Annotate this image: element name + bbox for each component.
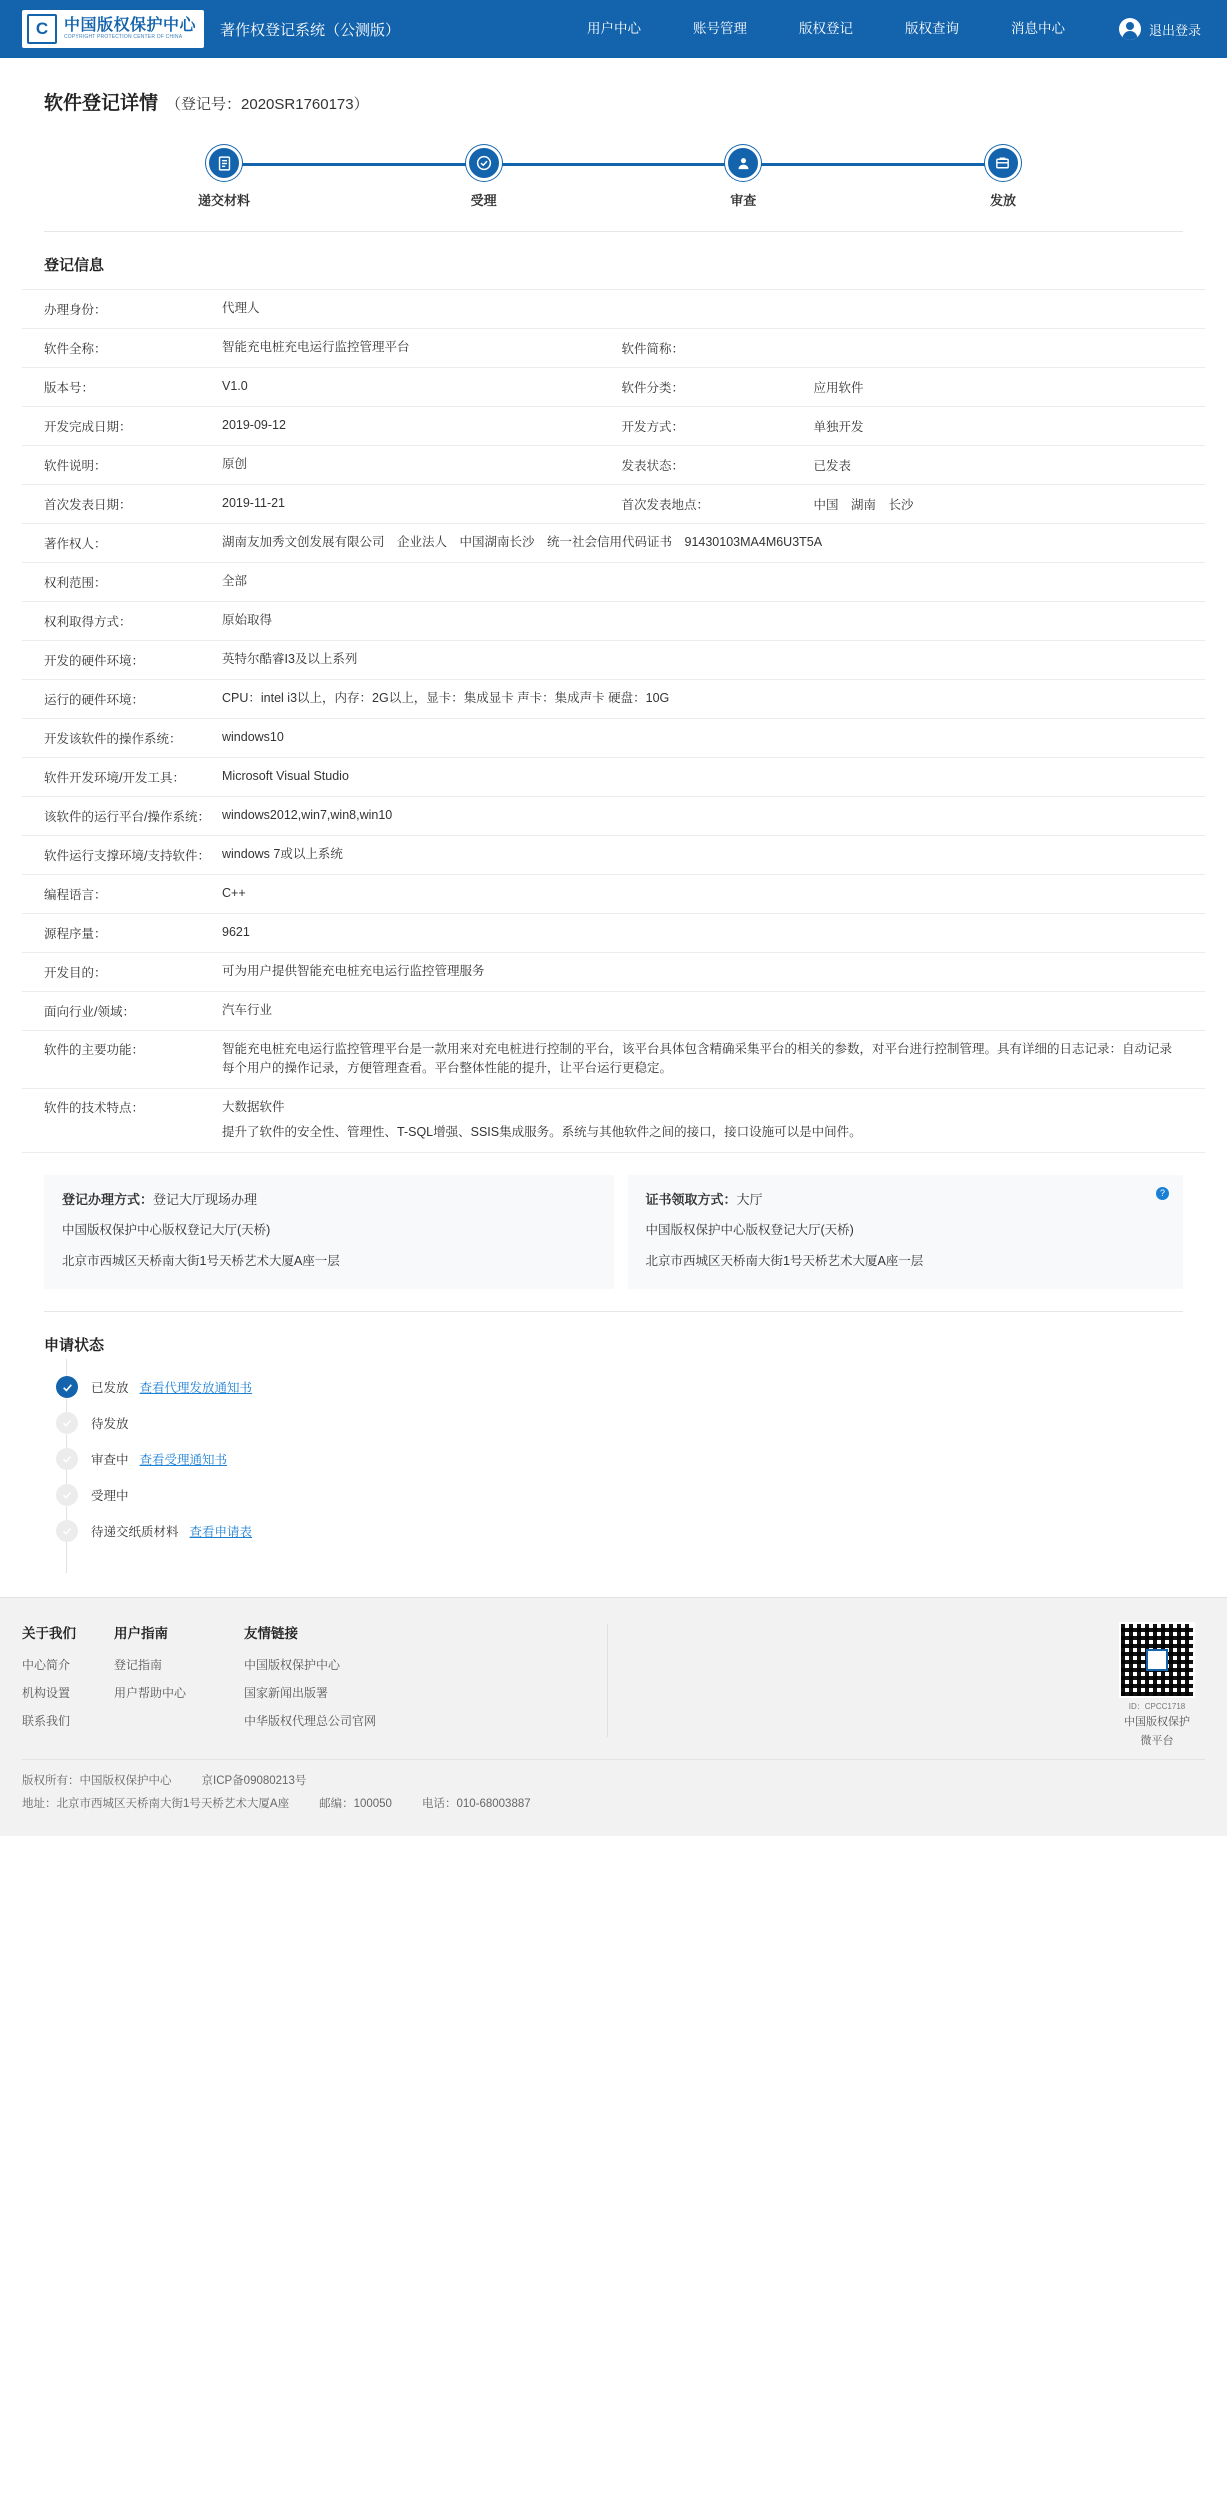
- list-item: [22, 1477, 1205, 1513]
- table-row: [22, 446, 1205, 485]
- row-value: 智能充电桩充电运行监控管理平台: [222, 340, 410, 355]
- step-label: 审查: [730, 193, 757, 208]
- view-issue-notice-link[interactable]: 查看代理发放通知书: [139, 1381, 253, 1395]
- help-icon[interactable]: ?: [1156, 1187, 1169, 1200]
- pending-dot-icon: [56, 1484, 78, 1506]
- footer-link-nppa[interactable]: 国家新闻出版署: [244, 1686, 329, 1700]
- row-label: 权利取得方式：: [44, 615, 132, 629]
- step-label: 受理: [470, 193, 497, 208]
- row-value: 汽车行业: [222, 1003, 273, 1018]
- table-row: [22, 602, 1205, 641]
- row-value: CPU：intel i3以上，内存：2G以上，显卡：集成显卡 声卡：集成声卡 硬盘：10G: [222, 691, 670, 706]
- qr-caption-line-2: 微平台: [1140, 1734, 1174, 1747]
- row-label: 软件全称：: [44, 342, 107, 356]
- page-title-row: [22, 58, 1205, 133]
- panel-title-value: 登记大厅现场办理: [153, 1191, 258, 1207]
- panel-title-label: 登记办理方式：: [62, 1191, 154, 1207]
- row-label: 软件分类：: [621, 381, 685, 395]
- site-logo[interactable]: [22, 10, 204, 48]
- row-value: [810, 329, 1206, 367]
- row-label: 发表状态：: [621, 459, 685, 473]
- table-row: [22, 953, 1205, 992]
- pending-dot-icon: [56, 1412, 78, 1434]
- legal-address-row: [22, 1795, 1205, 1811]
- panel-line-1: 中国版权保护中心版权登记大厅(天桥): [62, 1222, 271, 1237]
- logo-text-cn: 中国版权保护中心: [64, 16, 197, 34]
- row-label: 办理身份：: [44, 303, 107, 317]
- row-label: 首次发表地点：: [621, 498, 710, 512]
- row-label: 软件的技术特点：: [44, 1100, 145, 1115]
- registration-section-title: 登记信息: [44, 257, 105, 274]
- row-label: 著作权人：: [44, 537, 107, 551]
- table-row: [22, 797, 1205, 836]
- site-footer: [0, 1597, 1227, 1836]
- step-accepted[interactable]: [424, 145, 544, 209]
- table-row: [22, 329, 1205, 368]
- row-label: 运行的硬件环境：: [44, 693, 145, 707]
- list-item: [22, 1441, 1205, 1477]
- table-row: [22, 290, 1205, 329]
- list-item: [22, 1513, 1205, 1549]
- row-label: 软件简称：: [621, 342, 685, 356]
- row-label: 源程序量：: [44, 927, 107, 941]
- footer-link-org-structure[interactable]: 机构设置: [22, 1686, 71, 1700]
- footer-col-title: 友情链接: [244, 1626, 298, 1641]
- apply-status-title: 申请状态: [44, 1337, 105, 1354]
- row-value: C++: [222, 886, 246, 901]
- row-value: 9621: [222, 925, 250, 940]
- step-issue[interactable]: [943, 145, 1063, 209]
- footer-link-cpcc[interactable]: 中国版权保护中心: [244, 1658, 341, 1672]
- registration-method-panel: [44, 1175, 614, 1290]
- page-body: [0, 58, 1227, 1836]
- footer-divider: [607, 1624, 608, 1737]
- footer-columns: [22, 1622, 1205, 1749]
- qr-code-icon: [1119, 1622, 1195, 1698]
- row-value: 代理人: [222, 301, 260, 316]
- main-nav: [561, 0, 1205, 58]
- logo-text-en: COPYRIGHT PROTECTION CENTER OF CHINA: [64, 34, 183, 41]
- row-value: windows2012,win7,win8,win10: [222, 808, 393, 823]
- registration-info-table: [22, 289, 1205, 1153]
- certificate-pickup-panel: [614, 1175, 1184, 1290]
- row-value: 2019-11-21: [222, 496, 286, 511]
- table-row: [22, 758, 1205, 797]
- address-label: 地址：: [22, 1798, 57, 1810]
- row-value-line-2: 提升了软件的安全性、管理性、T-SQL增强、SSIS集成服务。系统与其他软件之间的接口，接口设施可以是中间件。: [222, 1125, 862, 1140]
- row-label: 软件说明：: [44, 459, 107, 473]
- table-row: [22, 563, 1205, 602]
- row-label: 开发完成日期：: [44, 420, 132, 434]
- row-value: 中国 湖南 长沙: [813, 498, 914, 512]
- apply-status-timeline: [22, 1359, 1205, 1573]
- row-value: 已发表: [813, 459, 852, 473]
- table-row: [22, 1031, 1205, 1089]
- panel-line-2: 北京市西城区天桥南大街1号天桥艺术大厦A座一层: [645, 1254, 924, 1269]
- row-value: 英特尔酷睿I3及以上系列: [222, 652, 358, 667]
- table-row: [22, 524, 1205, 563]
- table-row: [22, 680, 1205, 719]
- row-value: V1.0: [222, 379, 248, 394]
- footer-link-help-center[interactable]: 用户帮助中心: [114, 1686, 187, 1700]
- row-label: 软件运行支撑环境/支持软件：: [44, 849, 210, 863]
- logo-mark-icon: C: [27, 14, 57, 44]
- detail-card: [22, 58, 1205, 1573]
- footer-col-about: [22, 1622, 114, 1749]
- zip-value: 100050: [353, 1798, 392, 1810]
- top-navigation-bar: [0, 0, 1227, 58]
- row-label: 首次发表日期：: [44, 498, 132, 512]
- footer-col-links: [244, 1622, 484, 1749]
- panel-line-2: 北京市西城区天桥南大街1号天桥艺术大厦A座一层: [62, 1254, 340, 1269]
- zip-label: 邮编：: [319, 1798, 354, 1810]
- step-label: 递交材料: [197, 193, 250, 208]
- table-row: [22, 992, 1205, 1031]
- copyright-value: 中国版权保护中心: [79, 1775, 172, 1787]
- tel-value: 010-68003887: [456, 1798, 531, 1810]
- status-label: 待递交纸质材料: [91, 1525, 179, 1539]
- footer-link-contact-us[interactable]: 联系我们: [22, 1714, 71, 1728]
- table-row: [22, 641, 1205, 680]
- table-row: [22, 914, 1205, 953]
- table-row: [22, 407, 1205, 446]
- row-value: 原始取得: [222, 613, 273, 628]
- row-value: 原创: [222, 457, 248, 472]
- qr-code-id: ID：CPCC1718: [1128, 1702, 1186, 1711]
- footer-link-center-intro[interactable]: 中心简介: [22, 1658, 71, 1672]
- qr-code-area: [1119, 1622, 1205, 1749]
- page-title: 软件登记详情: [44, 93, 159, 114]
- table-row: [22, 719, 1205, 758]
- document-icon: [206, 145, 242, 181]
- footer-col-guide: [114, 1622, 244, 1749]
- copyright-label: 版权所有：: [22, 1775, 80, 1787]
- row-label: 软件的主要功能：: [44, 1043, 145, 1057]
- user-area: [1119, 18, 1201, 40]
- row-label: 软件开发环境/开发工具：: [44, 771, 185, 785]
- row-value: 全部: [222, 574, 248, 589]
- status-label: 待发放: [91, 1417, 129, 1431]
- legal-copyright-row: [22, 1772, 1205, 1788]
- page-subtitle: （登记号：2020SR1760173）: [166, 96, 369, 113]
- check-circle-icon: [466, 145, 502, 181]
- footer-link-register-guide[interactable]: 登记指南: [114, 1658, 163, 1672]
- certificate-icon: [985, 145, 1021, 181]
- panel-line-1: 中国版权保护中心版权登记大厅(天桥): [645, 1222, 854, 1237]
- status-label: 审查中: [91, 1453, 129, 1467]
- row-label: 权利范围：: [44, 576, 107, 590]
- tel-label: 电话：: [421, 1798, 457, 1810]
- table-row: [22, 1089, 1205, 1153]
- panel-title-value: 大厅: [736, 1191, 763, 1207]
- row-value: 应用软件: [813, 381, 864, 395]
- row-value: 湖南友加秀文创发展有限公司 企业法人 中国湖南长沙 统一社会信用代码证书 91430103MA4M6U3T5A: [222, 535, 823, 550]
- row-label: 编程语言：: [44, 888, 107, 902]
- step-label: 发放: [989, 193, 1016, 208]
- footer-col-title: 用户指南: [114, 1626, 168, 1641]
- status-label: 受理中: [91, 1489, 129, 1503]
- check-icon: [56, 1376, 78, 1398]
- row-label: 开发方式：: [621, 420, 685, 434]
- nav-item-account-manage[interactable]: 账号管理: [692, 21, 747, 36]
- progress-stepper: [44, 139, 1183, 223]
- row-label: 开发的硬件环境：: [44, 654, 145, 668]
- row-label: 版本号：: [44, 381, 95, 395]
- footer-legal: [22, 1759, 1205, 1836]
- view-acceptance-notice-link[interactable]: 查看受理通知书: [139, 1453, 228, 1467]
- pending-dot-icon: [56, 1520, 78, 1542]
- row-value: windows 7或以上系统: [222, 847, 343, 862]
- footer-col-title: 关于我们: [22, 1626, 76, 1641]
- list-item: [22, 1369, 1205, 1405]
- person-icon: [725, 145, 761, 181]
- row-label: 面向行业/领域：: [44, 1005, 135, 1019]
- address-value: 北京市西城区天桥南大街1号天桥艺术大厦A座: [56, 1798, 290, 1810]
- footer-link-cpcc-agency[interactable]: 中华版权代理总公司官网: [244, 1714, 377, 1728]
- row-value: 智能充电桩充电运行监控管理平台是一款用来对充电桩进行控制的平台，该平台具体包含精确采集平台的相关的参数，对平台进行控制管理。具有详细的日志记录：自动记录每个用户的操作记录，方便管理查看。平台整体性能的提升，让平台运行更稳定。: [222, 1042, 1173, 1076]
- avatar: [1119, 18, 1141, 40]
- row-value: Microsoft Visual Studio: [222, 769, 349, 784]
- icp-number: 京ICP备09080213号: [201, 1775, 307, 1787]
- panel-title-label: 证书领取方式：: [645, 1191, 737, 1207]
- panel-title: [62, 1189, 596, 1208]
- step-submit-materials[interactable]: [164, 145, 284, 209]
- pending-dot-icon: [56, 1448, 78, 1470]
- handling-panels: [44, 1175, 1183, 1290]
- row-value: windows10: [222, 730, 284, 745]
- nav-item-copyright-register[interactable]: 版权登记: [798, 21, 853, 36]
- row-value-line-1: 大数据软件: [222, 1099, 285, 1114]
- table-row: [22, 368, 1205, 407]
- nav-item-user-center[interactable]: 用户中心: [586, 21, 641, 36]
- logout-button[interactable]: 退出登录: [1148, 22, 1201, 38]
- row-label: 开发目的：: [44, 966, 107, 980]
- row-label: 该软件的运行平台/操作系统：: [44, 810, 210, 824]
- table-row: [22, 485, 1205, 524]
- list-item: [22, 1405, 1205, 1441]
- view-application-form-link[interactable]: 查看申请表: [189, 1525, 253, 1539]
- qr-caption-line-1: 中国版权保护: [1124, 1716, 1190, 1728]
- row-value: 2019-09-12: [222, 418, 286, 433]
- table-row: [22, 875, 1205, 914]
- row-value: 可为用户提供智能充电桩充电运行监控管理服务: [222, 964, 485, 979]
- system-title: 著作权登记系统（公测版）: [220, 21, 401, 39]
- table-row: [22, 836, 1205, 875]
- status-label: 已发放: [91, 1381, 129, 1395]
- panel-title: [646, 1189, 1166, 1208]
- row-label: 开发该软件的操作系统：: [44, 732, 182, 746]
- row-value: [218, 1089, 1205, 1152]
- nav-item-message-center[interactable]: 消息中心: [1010, 21, 1065, 36]
- step-review[interactable]: [683, 145, 803, 209]
- nav-item-copyright-query[interactable]: 版权查询: [904, 21, 959, 36]
- row-value: 单独开发: [813, 420, 864, 434]
